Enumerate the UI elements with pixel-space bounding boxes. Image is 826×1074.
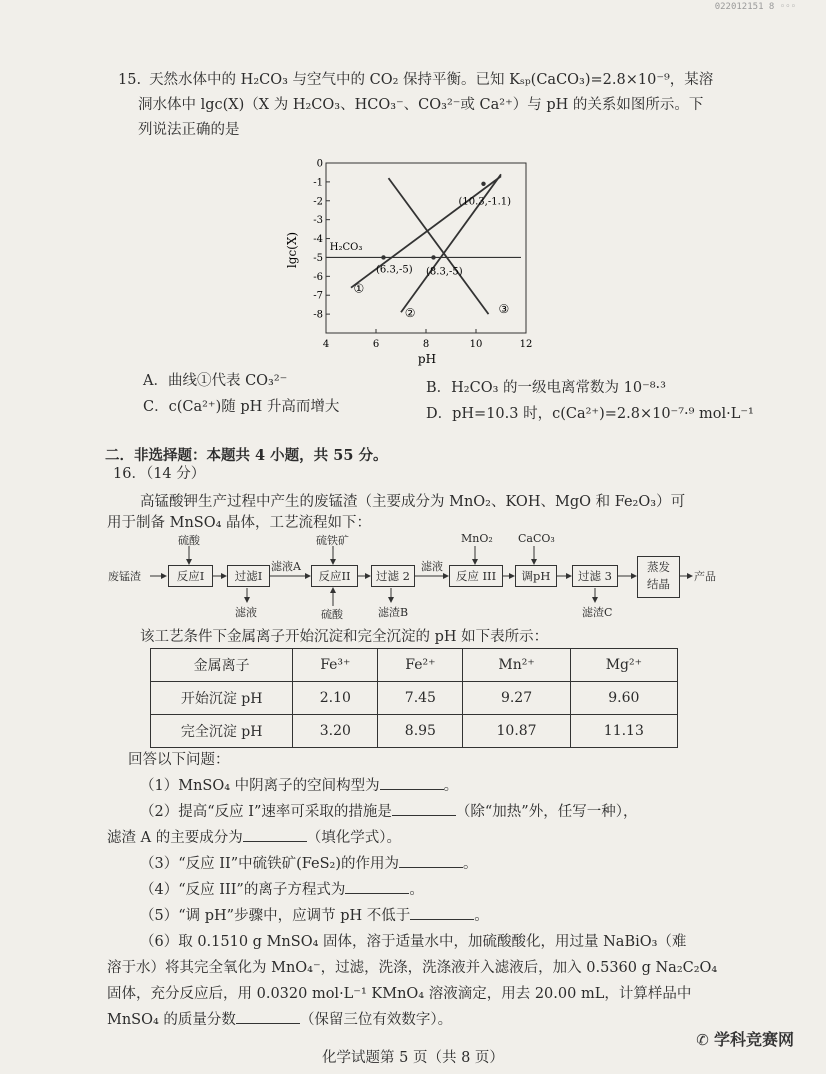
x-axis-label: pH <box>417 352 437 366</box>
table-row <box>151 682 678 715</box>
process-flowchart <box>108 534 728 624</box>
table-header-cell: 金属离子 <box>151 649 293 682</box>
table-header-cell: Fe²⁺ <box>378 649 463 682</box>
flow-input-caco3: CaCO₃ <box>518 532 555 545</box>
sub-question-5: （5）“调 pH”步骤中，应调节 pH 不低于 。 <box>140 904 489 928</box>
table-header-cell: Mn²⁺ <box>463 649 570 682</box>
table-row <box>151 715 678 748</box>
section-2-heading: 二．非选择题：本题共 4 小题，共 55 分。 <box>105 447 388 464</box>
y-axis-label: lgc(X) <box>285 231 299 269</box>
answer-blank[interactable] <box>236 1009 300 1024</box>
series-label-3: ③ <box>498 302 510 317</box>
flow-out-residue-c: 滤渣C <box>582 606 613 619</box>
point-label: (10.3,-1.1) <box>458 196 512 208</box>
point-label: (6.3,-5) <box>376 264 413 276</box>
table-cell: 9.60 <box>570 682 677 715</box>
table-cell: 8.95 <box>378 715 463 748</box>
series-label-1: ① <box>353 281 365 296</box>
flow-start-label: 废锰渣 <box>108 570 141 583</box>
option-d: D．pH=10.3 时，c(Ca²⁺)=2.8×10⁻⁷·⁹ mol·L⁻¹ <box>426 406 754 422</box>
flow-filter-2: 过滤 2 <box>371 565 415 587</box>
table-header-cell: Fe³⁺ <box>293 649 378 682</box>
flow-input-mno2: MnO₂ <box>461 532 493 545</box>
flow-adjust-ph: 调pH <box>515 565 557 587</box>
answer-blank[interactable] <box>380 775 444 790</box>
answer-blank[interactable] <box>345 879 409 894</box>
y-tick-label: -5 <box>313 252 323 264</box>
q15-line-2: 洞水体中 lgc(X)（X 为 H₂CO₃、HCO₃⁻、CO₃²⁻或 Ca²⁺）与 pH 的关系如图所示。下 <box>138 97 704 113</box>
option-a: A．曲线①代表 CO₃²⁻ <box>143 373 288 389</box>
x-tick-label: 12 <box>519 339 533 350</box>
sub-question-6-line-1: （6）取 0.1510 g MnSO₄ 固体，溶于适量水中，加硫酸酸化，用过量 NaBiO₃（难 <box>140 934 687 950</box>
y-tick-label: -1 <box>313 177 323 189</box>
flow-out-residue-b: 滤渣B <box>378 606 409 619</box>
flow-product-label: 产品 <box>694 570 716 583</box>
y-tick-label: -4 <box>313 234 323 246</box>
answer-blank[interactable] <box>392 801 456 816</box>
table-cell: 开始沉淀 pH <box>151 682 293 715</box>
q15-number: 15. <box>118 72 142 88</box>
page-footer: 化学试题第 5 页（共 8 页） <box>322 1050 504 1066</box>
table-cell: 3.20 <box>293 715 378 748</box>
data-point <box>481 182 485 186</box>
flow-input-sulfuric-acid-2: 硫酸 <box>321 608 343 621</box>
flow-input-sulfuric-acid-1: 硫酸 <box>178 534 200 547</box>
y-tick-label: -7 <box>313 290 323 302</box>
flow-filtrate-a: 滤液A <box>271 560 301 573</box>
sub-question-2-cont: 滤渣 A 的主要成分为 （填化学式）。 <box>107 826 401 850</box>
option-c: C．c(Ca²⁺)随 pH 升高而增大 <box>143 399 340 415</box>
y-tick-label: -8 <box>313 309 323 321</box>
series-line <box>401 174 501 312</box>
q16-intro-1: 高锰酸钾生产过程中产生的废锰渣（主要成分为 MnO₂、KOH、MgO 和 Fe₂O₃）可 <box>140 494 686 510</box>
question-15 <box>118 68 728 143</box>
point-label: (8.3,-5) <box>426 266 463 278</box>
answer-intro: 回答以下问题： <box>128 752 230 768</box>
x-tick-label: 10 <box>469 339 483 350</box>
y-tick-label: -2 <box>313 196 323 208</box>
sub-question-3: （3）“反应 II”中硫铁矿(FeS₂)的作用为 。 <box>140 852 478 876</box>
y-tick-label: -3 <box>313 215 323 227</box>
y-tick-label: 0 <box>316 158 323 170</box>
answer-blank[interactable] <box>399 853 463 868</box>
answer-blank[interactable] <box>410 905 474 920</box>
option-b: B．H₂CO₃ 的一级电离常数为 10⁻⁸·³ <box>426 380 666 396</box>
flow-reaction-1: 反应I <box>168 565 213 587</box>
series-label-h2co3: H₂CO₃ <box>329 241 363 253</box>
sub-question-2: （2）提高“反应 I”速率可采取的措施是 （除“加热”外，任写一种）， <box>140 800 637 824</box>
q16-intro-2: 用于制备 MnSO₄ 晶体，工艺流程如下： <box>107 515 372 531</box>
series-label-2: ② <box>404 305 416 320</box>
flow-evaporate-crystallize: 蒸发 结晶 <box>637 556 680 598</box>
flow-input-pyrite: 硫铁矿 <box>316 534 349 547</box>
data-point <box>381 255 385 259</box>
q16-header: 16．（14 分） <box>113 466 206 482</box>
sub-question-6-line-4: MnSO₄ 的质量分数 （保留三位有效数字）。 <box>107 1008 452 1032</box>
flow-reaction-2: 反应II <box>311 565 358 587</box>
answer-blank[interactable] <box>243 827 307 842</box>
data-point <box>431 255 435 259</box>
scan-header-mark: 022012151 8 ◦◦◦ <box>714 2 796 12</box>
sub-question-1: （1）MnSO₄ 中阴离子的空间构型为 。 <box>140 774 458 798</box>
sub-question-6-line-2: 溶于水）将其完全氧化为 MnO₄⁻，过滤，洗涤，洗涤液并入滤液后，加入 0.5360 g Na₂C₂O₄ <box>107 960 718 976</box>
flow-reaction-3: 反应 III <box>449 565 503 587</box>
table-cell: 完全沉淀 pH <box>151 715 293 748</box>
q15-line-1: 15. 天然水体中的 H₂CO₃ 与空气中的 CO₂ 保持平衡。已知 Kₛₚ(CaCO₃)=2.8×10⁻⁹，某溶 <box>118 72 714 88</box>
q15-line-3: 列说法正确的是 <box>138 122 240 138</box>
sub-question-6-line-3: 固体，充分反应后，用 0.0320 mol·L⁻¹ KMnO₄ 溶液滴定，用去 20.00 mL，计算样品中 <box>107 986 692 1002</box>
table-cell: 10.87 <box>463 715 570 748</box>
table-header-cell: Mg²⁺ <box>570 649 677 682</box>
ph-lgc-chart <box>285 155 550 370</box>
flow-out-filtrate: 滤液 <box>235 606 257 619</box>
watermark: ✆ 学科竞赛网 <box>696 1030 794 1049</box>
table-intro: 该工艺条件下金属离子开始沉淀和完全沉淀的 pH 如下表所示： <box>140 629 549 645</box>
x-tick-label: 6 <box>372 339 380 350</box>
flow-filter-3: 过滤 3 <box>572 565 618 587</box>
wechat-icon: ✆ <box>696 1031 714 1049</box>
x-tick-label: 4 <box>322 339 330 350</box>
table-cell: 9.27 <box>463 682 570 715</box>
flow-filtrate: 滤液 <box>421 560 443 573</box>
table-cell: 11.13 <box>570 715 677 748</box>
x-tick-label: 8 <box>422 339 430 350</box>
table-cell: 7.45 <box>378 682 463 715</box>
flow-filter-1: 过滤I <box>227 565 270 587</box>
sub-question-4: （4）“反应 III”的离子方程式为 。 <box>140 878 424 902</box>
precipitation-ph-table <box>150 648 678 748</box>
y-tick-label: -6 <box>313 271 323 283</box>
table-header-row <box>151 649 678 682</box>
table-cell: 2.10 <box>293 682 378 715</box>
